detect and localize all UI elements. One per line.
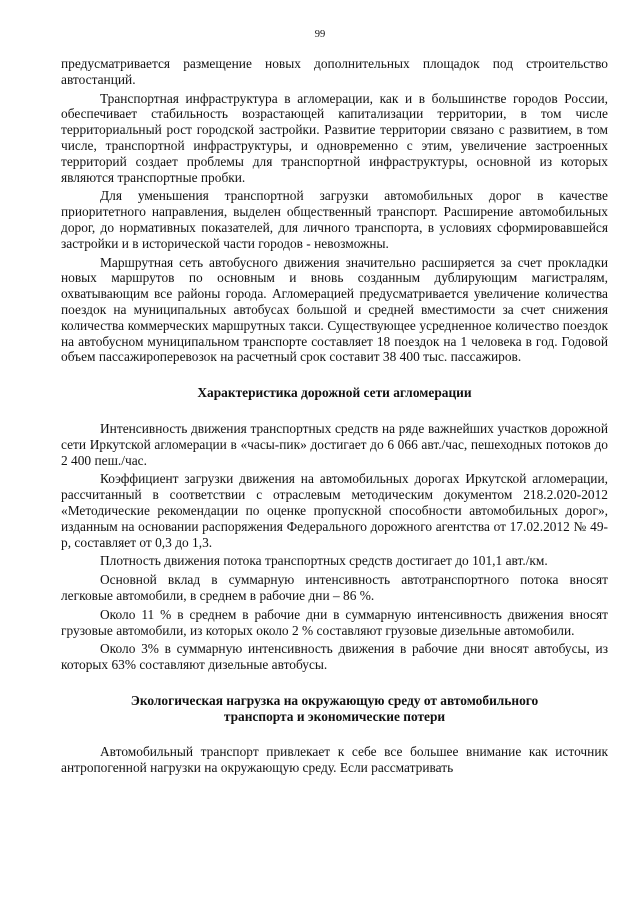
section-heading-ecology-line1: Экологическая нагрузка на окружающую среду от автомобильного bbox=[130, 692, 539, 708]
paragraph-public-transport: Для уменьшения транспортной загрузки автомобильных дорог в качестве приоритетного направления, выделен общественный транспорт. Расширение автомобильных дорог, до нормативных показателей, для личного транспорта, в условиях сформировавшейся застройки и в исторической части городов - невозможны. bbox=[61, 188, 608, 251]
paragraph-traffic-intensity: Интенсивность движения транспортных средств на ряде важнейших участков дорожной сети Иркутской агломерации в «часы-пик» достигает до 6 066 авт./час, пешеходных потоков до 2 400 пеш./час. bbox=[61, 420, 608, 468]
paragraph-continuation: предусматривается размещение новых дополнительных площадок под строительство автостанций. bbox=[61, 56, 608, 87]
section-heading-road-network: Характеристика дорожной сети агломерации bbox=[197, 385, 472, 401]
paragraph-passenger-cars: Основной вклад в суммарную интенсивность автотранспортного потока вносят легковые автомобили, в среднем в рабочие дни – 86 %. bbox=[61, 572, 608, 603]
page-number: 99 bbox=[314, 29, 326, 40]
page-body bbox=[61, 56, 608, 776]
paragraph-traffic-density: Плотность движения потока транспортных средств достигает до 101,1 авт./км. bbox=[100, 553, 548, 569]
section-heading-ecology bbox=[61, 693, 608, 725]
paragraph-ecology-intro: Автомобильный транспорт привлекает к себе все большее внимание как источник антропогенной нагрузки на окружающую среду. Если рассматривать bbox=[61, 744, 608, 776]
paragraph-load-coefficient: Коэффициент загрузки движения на автомобильных дорогах Иркутской агломерации, рассчитанный в соответствии с отраслевым методическим документом 218.2.020-2012 «Методические рекомендации по оценке пропускной способности автомобильных дорог», изданным на основании распоряжения Федерального дорожного агентства от 17.02.2012 № 49-р, составляет от 0,3 до 1,3. bbox=[61, 471, 608, 550]
paragraph-trucks: Около 11 % в среднем в рабочие дни в суммарную интенсивность движения вносят грузовые автомобили, из которых около 2 % составляют грузовые дизельные автомобили. bbox=[61, 606, 608, 638]
paragraph-bus-network: Маршрутная сеть автобусного движения значительно расширяется за счет прокладки новых маршрутов по основным и вновь созданным дублирующим магистралям, охватывающим все районы города. Агломерацией предусматривается увеличение количества поездок на муниципальных автобусах большой и средней вместимости за счет снижения количества коммерческих маршрутных такси. Существующее усредненное количество поездок на автобусном муниципальном транспорте составляет 18 поездок на 1 человека в год. Годовой объем пассажироперевозок на расчетный срок составит 38 400 тыс. пассажиров. bbox=[61, 254, 608, 365]
paragraph-buses: Около 3% в суммарную интенсивность движения в рабочие дни вносят автобусы, из которых 63% составляют дизельные автобусы. bbox=[61, 641, 608, 673]
paragraph-transport-infrastructure: Транспортная инфраструктура в агломерации, как и в большинстве городов России, обеспечивает стабильность возрастающей капитализации территории, в том числе территориальный рост городской застройки. Развитие территории связано с развитием, в том числе, транспортной инфраструктуры, и одновременно с этим, увеличение застроенных территорий создает проблемы для транспортной инфраструктуры, основной из которых являются транспортные пробки. bbox=[61, 90, 608, 185]
section-heading-ecology-line2: транспорта и экономические потери bbox=[223, 708, 446, 724]
